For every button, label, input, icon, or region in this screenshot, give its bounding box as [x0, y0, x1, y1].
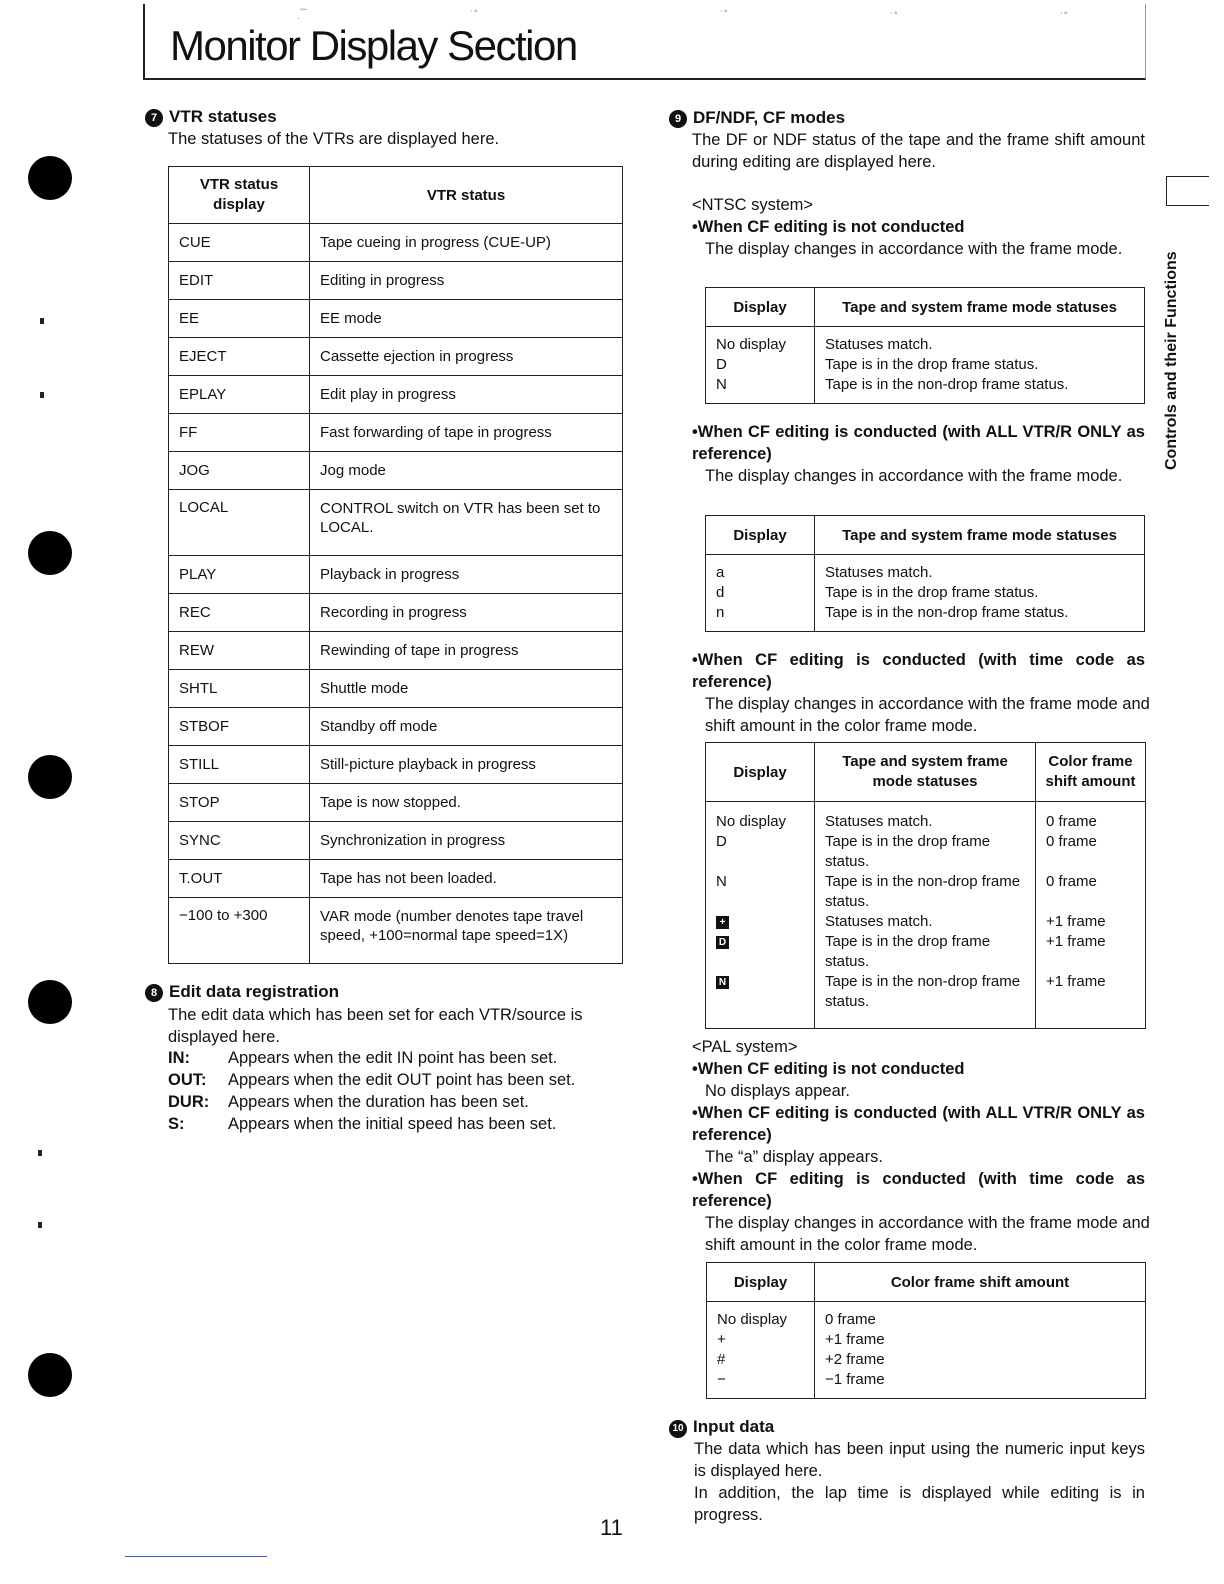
table-cell	[716, 972, 804, 1012]
status-cell	[815, 555, 1145, 632]
pal-bullet-2-text: The “a” display appears.	[705, 1148, 883, 1166]
vtr-display-cell: EDIT	[169, 262, 310, 300]
vtr-status-cell: Standby off mode	[310, 708, 623, 746]
table-cell: #	[717, 1351, 726, 1368]
table-cell: N	[716, 873, 727, 890]
punch-hole	[28, 980, 72, 1024]
table-cell: N	[716, 376, 727, 393]
vtr-display-cell: CUE	[169, 224, 310, 262]
vtr-display-cell: SHTL	[169, 670, 310, 708]
sidebar-label: Controls and their Functions	[1163, 251, 1180, 470]
table-cell: Tape is in the drop frame status.	[825, 833, 991, 870]
table-cell: Tape is in the drop frame status.	[825, 933, 991, 970]
n-box-icon: N	[716, 976, 729, 989]
list-item	[168, 1113, 638, 1135]
vtr-status-cell: Edit play in progress	[310, 376, 623, 414]
shift-cell	[1036, 802, 1146, 1029]
vtr-status-cell: Jog mode	[310, 452, 623, 490]
table-header: VTR status display	[169, 167, 310, 224]
table-row	[169, 262, 623, 300]
display-cell	[706, 802, 815, 1029]
ntsc-bullet-1-text: The display changes in accordance with the frame mode.	[705, 240, 1123, 258]
scan-noise: ʼ̣̃	[300, 6, 303, 20]
scan-speck	[40, 392, 44, 398]
item-text: Appears when the duration has been set.	[228, 1093, 529, 1111]
table-cell: +1 frame	[1046, 933, 1106, 950]
table-row	[169, 300, 623, 338]
table-cell: −	[717, 1371, 726, 1388]
table-cell: 0 frame	[1046, 833, 1097, 850]
ntsc-table-1	[705, 287, 1145, 404]
shift-cell	[815, 1302, 1146, 1399]
table-cell: +1 frame	[1046, 913, 1106, 930]
vtr-status-cell: EE mode	[310, 300, 623, 338]
vtr-status-cell: Fast forwarding of tape in progress	[310, 414, 623, 452]
vtr-display-cell: −100 to +300	[169, 898, 310, 964]
scan-speck	[40, 318, 44, 324]
vtr-display-cell: JOG	[169, 452, 310, 490]
section-9-title-text: DF/NDF, CF modes	[693, 108, 846, 127]
section-8-intro: The edit data which has been set for each VTR/source is displayed here.	[168, 1006, 583, 1046]
pal-bullet-1-text: No displays appear.	[705, 1082, 850, 1100]
vtr-status-table	[168, 166, 623, 964]
section-number-icon: 10	[669, 1420, 687, 1438]
ntsc-heading: <NTSC system>	[692, 196, 814, 214]
section-7-title-text: VTR statuses	[169, 107, 277, 126]
bullet-title: When CF editing is conducted (with ALL VTR/R ONLY as reference)	[692, 423, 1145, 463]
list-item	[168, 1069, 638, 1091]
table-row	[169, 414, 623, 452]
bullet-title: When CF editing is conducted (with time code as reference)	[692, 651, 1145, 691]
vtr-status-cell: Tape has not been loaded.	[310, 860, 623, 898]
ntsc-bullet-1: •When CF editing is not conducted	[692, 218, 965, 236]
vtr-display-cell: EE	[169, 300, 310, 338]
vtr-display-cell: STILL	[169, 746, 310, 784]
ntsc-bullet-3-text: The display changes in accordance with the frame mode and shift amount in the color frame mode.	[705, 695, 1150, 735]
vtr-display-cell: LOCAL	[169, 490, 310, 556]
table-cell: No display	[717, 1311, 788, 1328]
section-number-icon: 7	[145, 109, 163, 127]
table-cell: −1 frame	[825, 1371, 885, 1388]
table-cell: +	[717, 1331, 726, 1348]
section-7-title	[145, 107, 277, 127]
table-cell	[716, 932, 804, 972]
table-header: Display	[706, 288, 815, 327]
table-row	[169, 860, 623, 898]
table-cell: Tape is in the drop frame status.	[825, 356, 1039, 373]
table-header: Display	[707, 1263, 815, 1302]
pal-heading: <PAL system>	[692, 1038, 798, 1056]
list-item	[168, 1091, 638, 1113]
table-cell: n	[716, 604, 725, 621]
table-cell: d	[716, 584, 725, 601]
display-cell	[707, 1302, 815, 1399]
footer-rule	[125, 1556, 267, 1557]
vtr-status-cell: Rewinding of tape in progress	[310, 632, 623, 670]
scan-noise: ˙˚	[890, 10, 898, 24]
section-7-intro: The statuses of the VTRs are displayed here.	[168, 130, 500, 148]
table-cell: No display	[716, 336, 787, 353]
vtr-status-cell: Recording in progress	[310, 594, 623, 632]
pal-bullet-1: •When CF editing is not conducted	[692, 1060, 965, 1078]
scan-noise: ˙˚	[1060, 10, 1068, 24]
section-number-icon: 9	[669, 110, 687, 128]
list-item	[168, 1047, 638, 1069]
table-row	[169, 784, 623, 822]
vtr-display-cell: REW	[169, 632, 310, 670]
table-cell: Tape is in the non-drop frame status.	[825, 873, 1021, 910]
scan-noise: ˙˚	[720, 8, 728, 22]
table-header: Tape and system frame mode statuses	[815, 743, 1036, 802]
d-box-icon: D	[716, 936, 729, 949]
punch-hole	[28, 531, 72, 575]
section-9-title	[669, 108, 845, 128]
item-key: OUT:	[168, 1071, 207, 1089]
table-header: Color frame shift amount	[1036, 743, 1146, 802]
table-header: Display	[706, 743, 815, 802]
section-10-p2: In addition, the lap time is displayed while editing is in progress.	[694, 1484, 1145, 1524]
table-cell: Statuses match.	[825, 813, 933, 830]
table-row	[169, 708, 623, 746]
item-key: S:	[168, 1115, 185, 1133]
table-row	[169, 594, 623, 632]
punch-hole	[28, 1353, 72, 1397]
table-cell: a	[716, 564, 725, 581]
vtr-display-cell: PLAY	[169, 556, 310, 594]
bullet-title: When CF editing is not conducted	[697, 1060, 965, 1078]
status-cell	[815, 327, 1145, 404]
table-row	[169, 746, 623, 784]
ntsc-bullet-2-text: The display changes in accordance with the frame mode.	[705, 467, 1123, 485]
table-cell: +1 frame	[825, 1331, 885, 1348]
section-10-p1: The data which has been input using the numeric input keys is displayed here.	[694, 1440, 1145, 1480]
vtr-status-cell: Editing in progress	[310, 262, 623, 300]
table-row	[169, 338, 623, 376]
scan-speck	[38, 1222, 42, 1228]
display-cell	[706, 555, 815, 632]
display-cell	[706, 327, 815, 404]
table-row	[169, 556, 623, 594]
scan-noise: ˙˚	[470, 8, 478, 22]
vtr-display-cell: EJECT	[169, 338, 310, 376]
table-row	[169, 376, 623, 414]
table-header: Display	[706, 516, 815, 555]
pal-table	[706, 1262, 1146, 1399]
table-cell: D	[716, 356, 727, 373]
vtr-display-cell: REC	[169, 594, 310, 632]
punch-hole	[28, 156, 72, 200]
table-cell: 0 frame	[1046, 813, 1097, 830]
item-key: DUR:	[168, 1093, 210, 1111]
section-8-title-text: Edit data registration	[169, 982, 340, 1001]
vtr-display-cell: T.OUT	[169, 860, 310, 898]
item-text: Appears when the initial speed has been set.	[228, 1115, 557, 1133]
pal-bullet-2: •When CF editing is conducted (with ALL VTR/R ONLY as reference)	[692, 1104, 1145, 1144]
plus-box-icon: +	[716, 916, 729, 929]
section-8-title	[145, 982, 339, 1002]
table-cell: Statuses match.	[825, 913, 933, 930]
table-row	[169, 822, 623, 860]
table-row	[169, 632, 623, 670]
vtr-status-cell: Tape is now stopped.	[310, 784, 623, 822]
vtr-display-cell: EPLAY	[169, 376, 310, 414]
sidebar-tab	[1166, 176, 1209, 206]
table-cell: 0 frame	[825, 1311, 876, 1328]
table-header: Tape and system frame mode statuses	[815, 288, 1145, 327]
table-cell: Tape is in the non-drop frame status.	[825, 604, 1069, 621]
pal-bullet-3: •When CF editing is conducted (with time code as reference)	[692, 1170, 1145, 1210]
table-cell	[716, 912, 804, 932]
scan-speck	[38, 1150, 42, 1156]
ntsc-table-3	[705, 742, 1146, 1029]
vtr-status-cell: Still-picture playback in progress	[310, 746, 623, 784]
status-cell	[815, 802, 1036, 1029]
bullet-title: When CF editing is conducted (with ALL VTR/R ONLY as reference)	[692, 1104, 1145, 1144]
vtr-status-cell: Cassette ejection in progress	[310, 338, 623, 376]
table-row	[169, 490, 623, 556]
ntsc-bullet-3: •When CF editing is conducted (with time code as reference)	[692, 651, 1145, 691]
edit-data-list	[168, 1047, 638, 1135]
vtr-status-cell: Playback in progress	[310, 556, 623, 594]
table-cell: Tape is in the non-drop frame status.	[825, 376, 1069, 393]
table-cell: Tape is in the drop frame status.	[825, 584, 1039, 601]
item-text: Appears when the edit IN point has been set.	[228, 1049, 558, 1067]
section-10-title	[669, 1417, 774, 1438]
vtr-display-cell: FF	[169, 414, 310, 452]
table-cell: +2 frame	[825, 1351, 885, 1368]
table-row	[169, 224, 623, 262]
ntsc-bullet-2: •When CF editing is conducted (with ALL VTR/R ONLY as reference)	[692, 423, 1145, 463]
vtr-status-cell: VAR mode (number denotes tape travel speed, +100=normal tape speed=1X)	[310, 898, 623, 964]
table-header: Tape and system frame mode statuses	[815, 516, 1145, 555]
section-number-icon: 8	[145, 984, 163, 1002]
vtr-display-cell: STOP	[169, 784, 310, 822]
page-title: Monitor Display Section	[170, 22, 577, 69]
table-row	[169, 898, 623, 964]
section-10-title-text: Input data	[693, 1417, 775, 1436]
vtr-status-cell: Shuttle mode	[310, 670, 623, 708]
vtr-status-cell: Synchronization in progress	[310, 822, 623, 860]
vtr-status-cell: CONTROL switch on VTR has been set to LOCAL.	[310, 490, 623, 556]
table-cell: D	[716, 833, 727, 850]
table-cell: Tape is in the non-drop frame status.	[825, 973, 1021, 1010]
table-header: Color frame shift amount	[815, 1263, 1146, 1302]
item-text: Appears when the edit OUT point has been set.	[228, 1071, 576, 1089]
table-cell: +1 frame	[1046, 973, 1106, 990]
table-cell: No display	[716, 813, 787, 830]
table-row	[169, 670, 623, 708]
item-key: IN:	[168, 1049, 190, 1067]
pal-bullet-3-text: The display changes in accordance with the frame mode and shift amount in the color frame mode.	[705, 1214, 1150, 1254]
bullet-title: When CF editing is not conducted	[697, 218, 965, 236]
vtr-status-cell: Tape cueing in progress (CUE-UP)	[310, 224, 623, 262]
table-cell: 0 frame	[1046, 873, 1097, 890]
table-cell: Statuses match.	[825, 336, 933, 353]
punch-hole	[28, 755, 72, 799]
page-number: 11	[600, 1515, 623, 1540]
ntsc-table-2	[705, 515, 1145, 632]
table-header: VTR status	[310, 167, 623, 224]
vtr-display-cell: STBOF	[169, 708, 310, 746]
table-row	[169, 452, 623, 490]
table-cell: Statuses match.	[825, 564, 933, 581]
bullet-title: When CF editing is conducted (with time code as reference)	[692, 1170, 1145, 1210]
section-9-intro: The DF or NDF status of the tape and the frame shift amount during editing are displayed here.	[692, 131, 1145, 171]
vtr-display-cell: SYNC	[169, 822, 310, 860]
